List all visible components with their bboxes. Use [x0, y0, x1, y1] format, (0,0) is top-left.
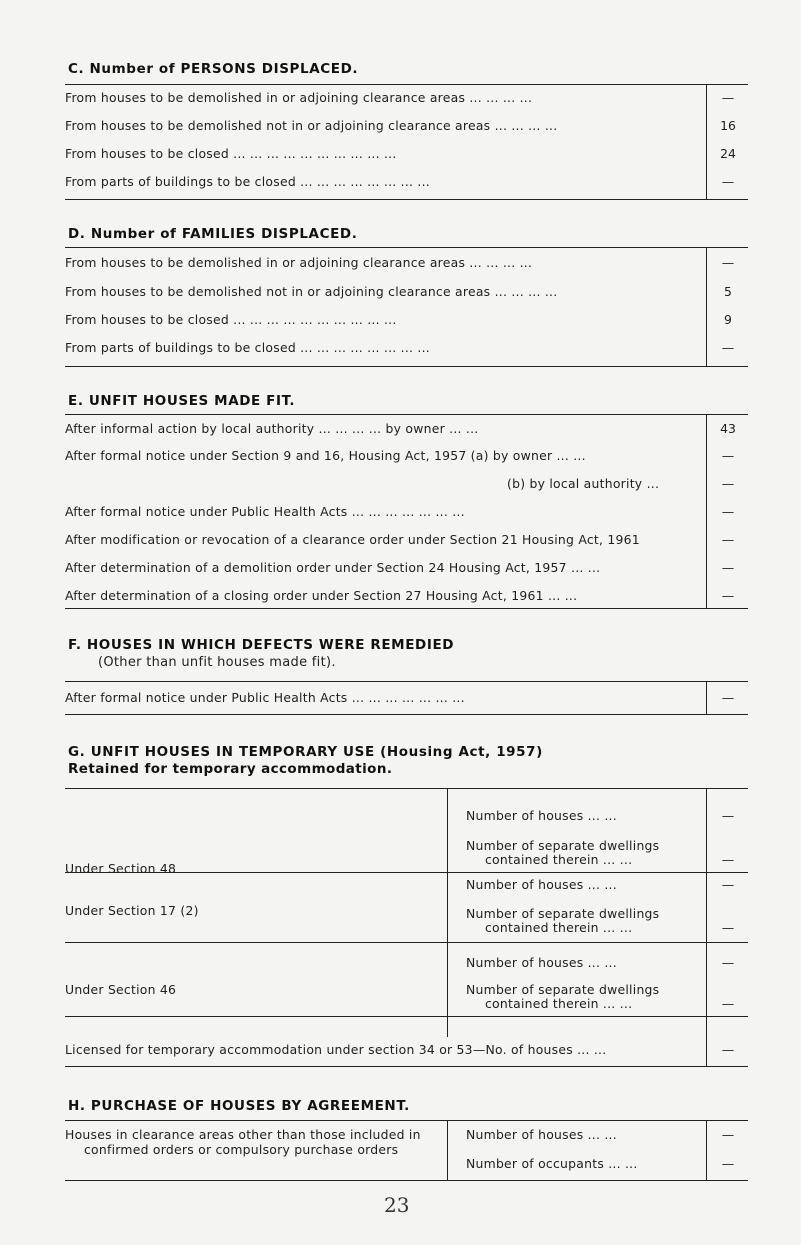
e-row-value: 43	[720, 421, 736, 436]
section-c-title: C. Number of PERSONS DISPLACED.	[68, 61, 359, 77]
e-row-value: —	[721, 588, 735, 603]
divider	[65, 608, 748, 609]
d-row-value: —	[721, 255, 735, 270]
section-d-title: D. Number of FAMILIES DISPLACED.	[68, 226, 358, 242]
f-row-label: After formal notice under Public Health Acts ... ... ... ... ... ... ...	[65, 690, 465, 705]
g-houses-value: —	[721, 877, 735, 892]
column-divider	[447, 789, 448, 1037]
e-row-value: —	[721, 476, 735, 491]
g-licensed-label: Licensed for temporary accommodation under section 34 or 53—No. of houses ... ...	[65, 1042, 607, 1057]
column-divider	[706, 1121, 707, 1181]
c-row-label: From houses to be demolished in or adjoining clearance areas ... ... ... ...	[65, 90, 533, 105]
divider	[65, 872, 748, 873]
g-group-label: Under Section 17 (2)	[65, 903, 199, 918]
e-row-label: (b) by local authority ...	[507, 476, 660, 491]
divider	[65, 199, 748, 200]
g-houses-label: Number of houses ... ...	[466, 808, 617, 823]
section-g-title: G. UNFIT HOUSES IN TEMPORARY USE (Housing Act, 1957)	[68, 744, 543, 760]
e-row-label: After modification or revocation of a clearance order under Section 21 Housing Act, 1961	[65, 532, 640, 547]
d-row-value: 9	[724, 312, 732, 327]
divider	[65, 414, 748, 415]
c-row-value: 16	[720, 118, 736, 133]
section-e-title: E. UNFIT HOUSES MADE FIT.	[68, 393, 296, 409]
divider	[65, 84, 748, 85]
h-houses-value: —	[721, 1127, 735, 1142]
d-row-value: —	[721, 340, 735, 355]
g-dwellings-label: contained therein ... ...	[485, 996, 633, 1011]
g-dwellings-label: contained therein ... ...	[485, 852, 633, 867]
c-row-label: From parts of buildings to be closed ... ... ... ... ... ... ... ...	[65, 174, 430, 189]
column-divider	[706, 415, 707, 608]
h-left-label: confirmed orders or compulsory purchase orders	[84, 1142, 399, 1157]
g-dwellings-value: —	[721, 996, 735, 1011]
divider	[65, 1016, 748, 1017]
e-row-label: After determination of a closing order under Section 27 Housing Act, 1961 ... ...	[65, 588, 578, 603]
h-occupants-label: Number of occupants ... ...	[466, 1156, 638, 1171]
e-row-label: After determination of a demolition order under Section 24 Housing Act, 1957 ... ...	[65, 560, 601, 575]
column-divider	[447, 1121, 448, 1181]
d-row-label: From houses to be demolished in or adjoining clearance areas ... ... ... ...	[65, 255, 533, 270]
section-f-title: F. HOUSES IN WHICH DEFECTS WERE REMEDIED	[68, 637, 455, 653]
g-licensed-value: —	[721, 1042, 735, 1057]
column-divider	[706, 789, 707, 1066]
divider	[65, 1180, 748, 1181]
e-row-value: —	[721, 448, 735, 463]
g-dwellings-value: —	[721, 920, 735, 935]
g-dwellings-value: —	[721, 852, 735, 867]
column-divider	[706, 682, 707, 714]
g-group-label: Under Section 46	[65, 982, 177, 997]
h-left-label: Houses in clearance areas other than those included in	[65, 1127, 421, 1142]
divider	[65, 1066, 748, 1067]
c-row-label: From houses to be demolished not in or adjoining clearance areas ... ... ... ...	[65, 118, 558, 133]
g-group-label: Under Section 48	[65, 861, 177, 876]
c-row-label: From houses to be closed ... ... ... ... ... ... ... ... ... ...	[65, 146, 397, 161]
g-houses-label: Number of houses ... ...	[466, 877, 617, 892]
section-f-subtitle: (Other than unfit houses made fit).	[98, 655, 336, 670]
divider	[65, 714, 748, 715]
g-dwellings-label: Number of separate dwellings	[466, 982, 660, 997]
page-number: 23	[384, 1193, 410, 1217]
d-row-label: From houses to be closed ... ... ... ... ... ... ... ... ... ...	[65, 312, 397, 327]
g-dwellings-label: Number of separate dwellings	[466, 838, 660, 853]
h-occupants-value: —	[721, 1156, 735, 1171]
column-divider	[706, 248, 707, 367]
g-dwellings-label: contained therein ... ...	[485, 920, 633, 935]
section-g-subtitle: Retained for temporary accommodation.	[68, 761, 393, 777]
divider	[65, 788, 748, 789]
section-h-title: H. PURCHASE OF HOUSES BY AGREEMENT.	[68, 1098, 410, 1114]
d-row-label: From houses to be demolished not in or adjoining clearance areas ... ... ... ...	[65, 284, 558, 299]
h-houses-label: Number of houses ... ...	[466, 1127, 617, 1142]
d-row-value: 5	[724, 284, 732, 299]
e-row-value: —	[721, 532, 735, 547]
g-houses-value: —	[721, 808, 735, 823]
g-dwellings-label: Number of separate dwellings	[466, 906, 660, 921]
f-row-value: —	[721, 690, 735, 705]
e-row-value: —	[721, 504, 735, 519]
d-row-label: From parts of buildings to be closed ... ... ... ... ... ... ... ...	[65, 340, 430, 355]
e-row-label: After informal action by local authority ... ... ... ... by owner ... ...	[65, 421, 479, 436]
divider	[65, 247, 748, 248]
e-row-label: After formal notice under Section 9 and 16, Housing Act, 1957 (a) by owner ... ...	[65, 448, 586, 463]
divider	[65, 942, 748, 943]
divider	[65, 1120, 748, 1121]
e-row-label: After formal notice under Public Health Acts ... ... ... ... ... ... ...	[65, 504, 465, 519]
c-row-value: 24	[720, 146, 736, 161]
divider	[65, 366, 748, 367]
g-houses-value: —	[721, 955, 735, 970]
g-houses-label: Number of houses ... ...	[466, 955, 617, 970]
divider	[65, 681, 748, 682]
c-row-value: —	[721, 90, 735, 105]
column-divider	[706, 85, 707, 200]
e-row-value: —	[721, 560, 735, 575]
c-row-value: —	[721, 174, 735, 189]
